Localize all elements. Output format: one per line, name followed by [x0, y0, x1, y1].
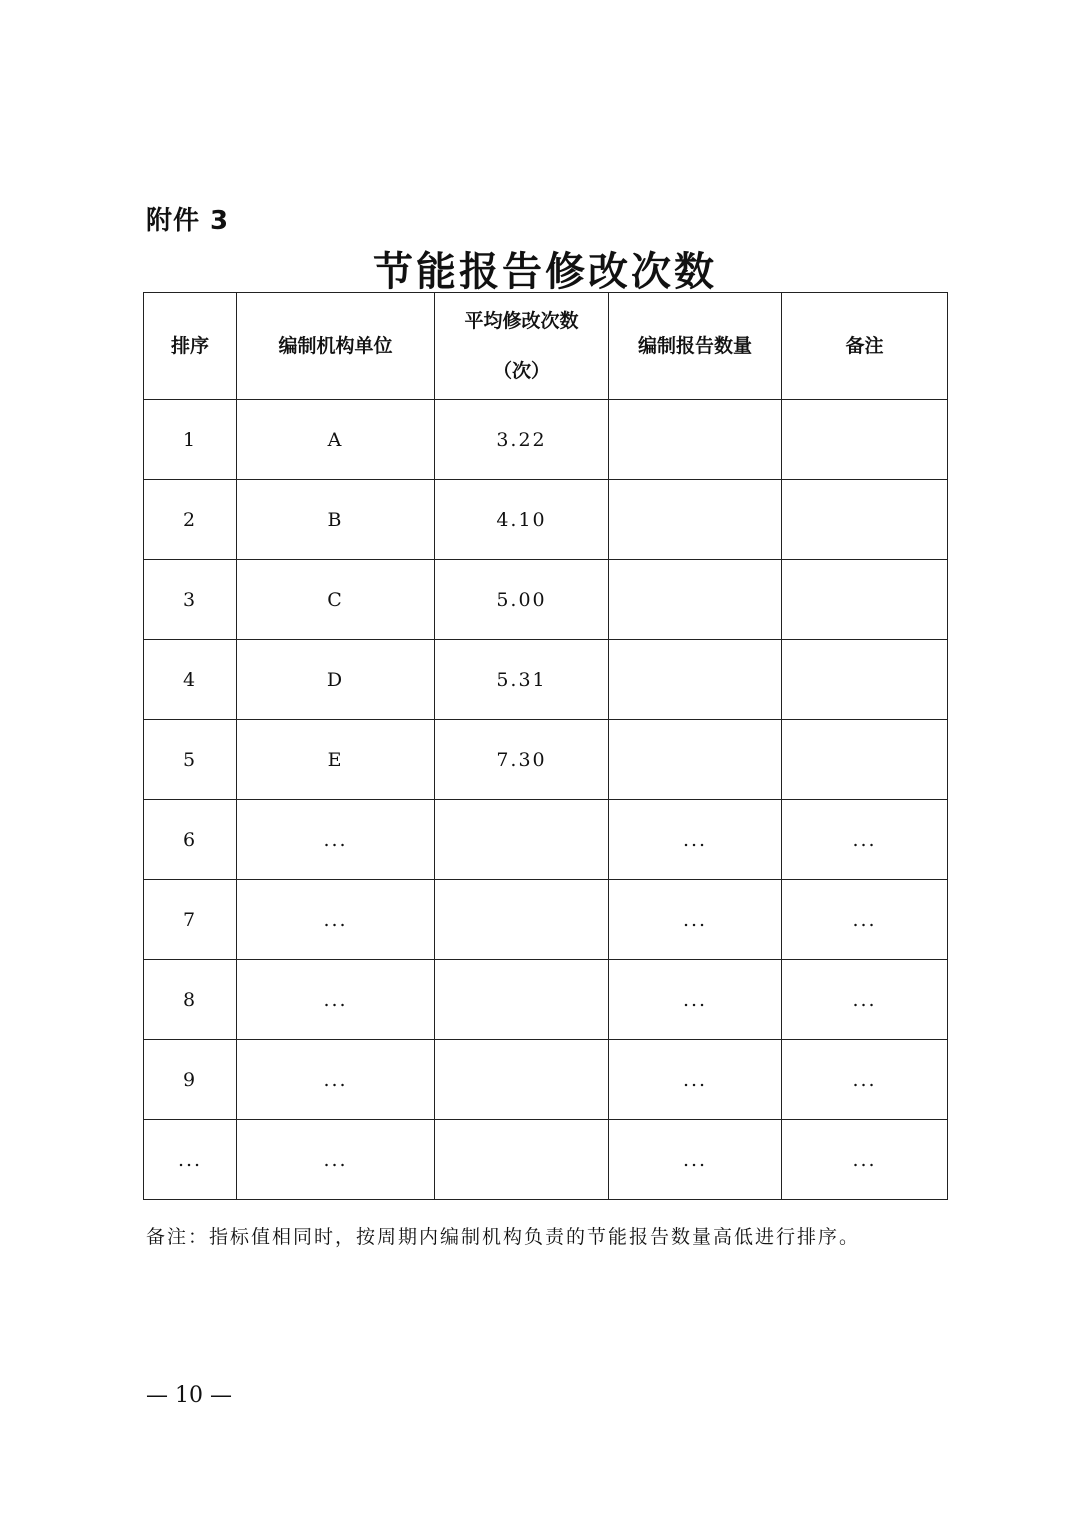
cell-avg: 5.00 — [435, 560, 609, 640]
cell-org: ... — [237, 880, 435, 960]
table-row — [144, 480, 948, 560]
header-avg-line2: （次） — [492, 360, 550, 382]
cell-remark: ... — [782, 800, 948, 880]
cell-rank: 4 — [144, 640, 237, 720]
cell-count: ... — [609, 800, 782, 880]
cell-avg: 3.22 — [435, 400, 609, 480]
cell-count: ... — [609, 1040, 782, 1120]
attachment-label: 附件 3 — [146, 206, 230, 236]
cell-avg: 7.30 — [435, 720, 609, 800]
cell-remark: ... — [782, 880, 948, 960]
cell-rank: ... — [144, 1120, 237, 1200]
cell-rank: 5 — [144, 720, 237, 800]
header-avg-line1: 平均修改次数 — [464, 310, 579, 332]
cell-rank: 6 — [144, 800, 237, 880]
table-row — [144, 800, 948, 880]
cell-org: A — [237, 400, 435, 480]
table-row — [144, 1120, 948, 1200]
cell-org: D — [237, 640, 435, 720]
cell-remark — [782, 480, 948, 560]
header-avg-revisions — [435, 293, 609, 400]
cell-remark: ... — [782, 1120, 948, 1200]
cell-org: B — [237, 480, 435, 560]
table-row — [144, 960, 948, 1040]
table-row — [144, 720, 948, 800]
header-report-count: 编制报告数量 — [609, 293, 782, 400]
cell-count — [609, 720, 782, 800]
table-footnote: 备注：指标值相同时，按周期内编制机构负责的节能报告数量高低进行排序。 — [146, 1226, 861, 1248]
cell-remark: ... — [782, 1040, 948, 1120]
cell-count — [609, 480, 782, 560]
cell-org: E — [237, 720, 435, 800]
cell-count: ... — [609, 960, 782, 1040]
cell-rank: 9 — [144, 1040, 237, 1120]
cell-count — [609, 640, 782, 720]
table-row — [144, 640, 948, 720]
revision-count-table — [143, 292, 948, 1200]
cell-remark — [782, 560, 948, 640]
page-number: — 10 — — [146, 1383, 232, 1408]
header-org: 编制机构单位 — [237, 293, 435, 400]
cell-avg — [435, 1120, 609, 1200]
cell-rank: 3 — [144, 560, 237, 640]
cell-org: C — [237, 560, 435, 640]
table-row — [144, 560, 948, 640]
cell-rank: 2 — [144, 480, 237, 560]
cell-avg — [435, 800, 609, 880]
cell-remark — [782, 400, 948, 480]
table-row — [144, 880, 948, 960]
table-header-row — [144, 293, 948, 400]
document-title: 节能报告修改次数 — [373, 248, 717, 295]
cell-org: ... — [237, 1040, 435, 1120]
cell-count — [609, 400, 782, 480]
cell-count: ... — [609, 1120, 782, 1200]
cell-remark — [782, 720, 948, 800]
table-row — [144, 1040, 948, 1120]
cell-avg — [435, 960, 609, 1040]
cell-avg — [435, 1040, 609, 1120]
cell-org: ... — [237, 1120, 435, 1200]
cell-avg: 5.31 — [435, 640, 609, 720]
cell-remark: ... — [782, 960, 948, 1040]
header-remark: 备注 — [782, 293, 948, 400]
cell-rank: 8 — [144, 960, 237, 1040]
cell-rank: 7 — [144, 880, 237, 960]
cell-count: ... — [609, 880, 782, 960]
cell-remark — [782, 640, 948, 720]
cell-org: ... — [237, 960, 435, 1040]
table-row — [144, 400, 948, 480]
header-rank: 排序 — [144, 293, 237, 400]
cell-rank: 1 — [144, 400, 237, 480]
cell-org: ... — [237, 800, 435, 880]
cell-avg — [435, 880, 609, 960]
cell-count — [609, 560, 782, 640]
cell-avg: 4.10 — [435, 480, 609, 560]
